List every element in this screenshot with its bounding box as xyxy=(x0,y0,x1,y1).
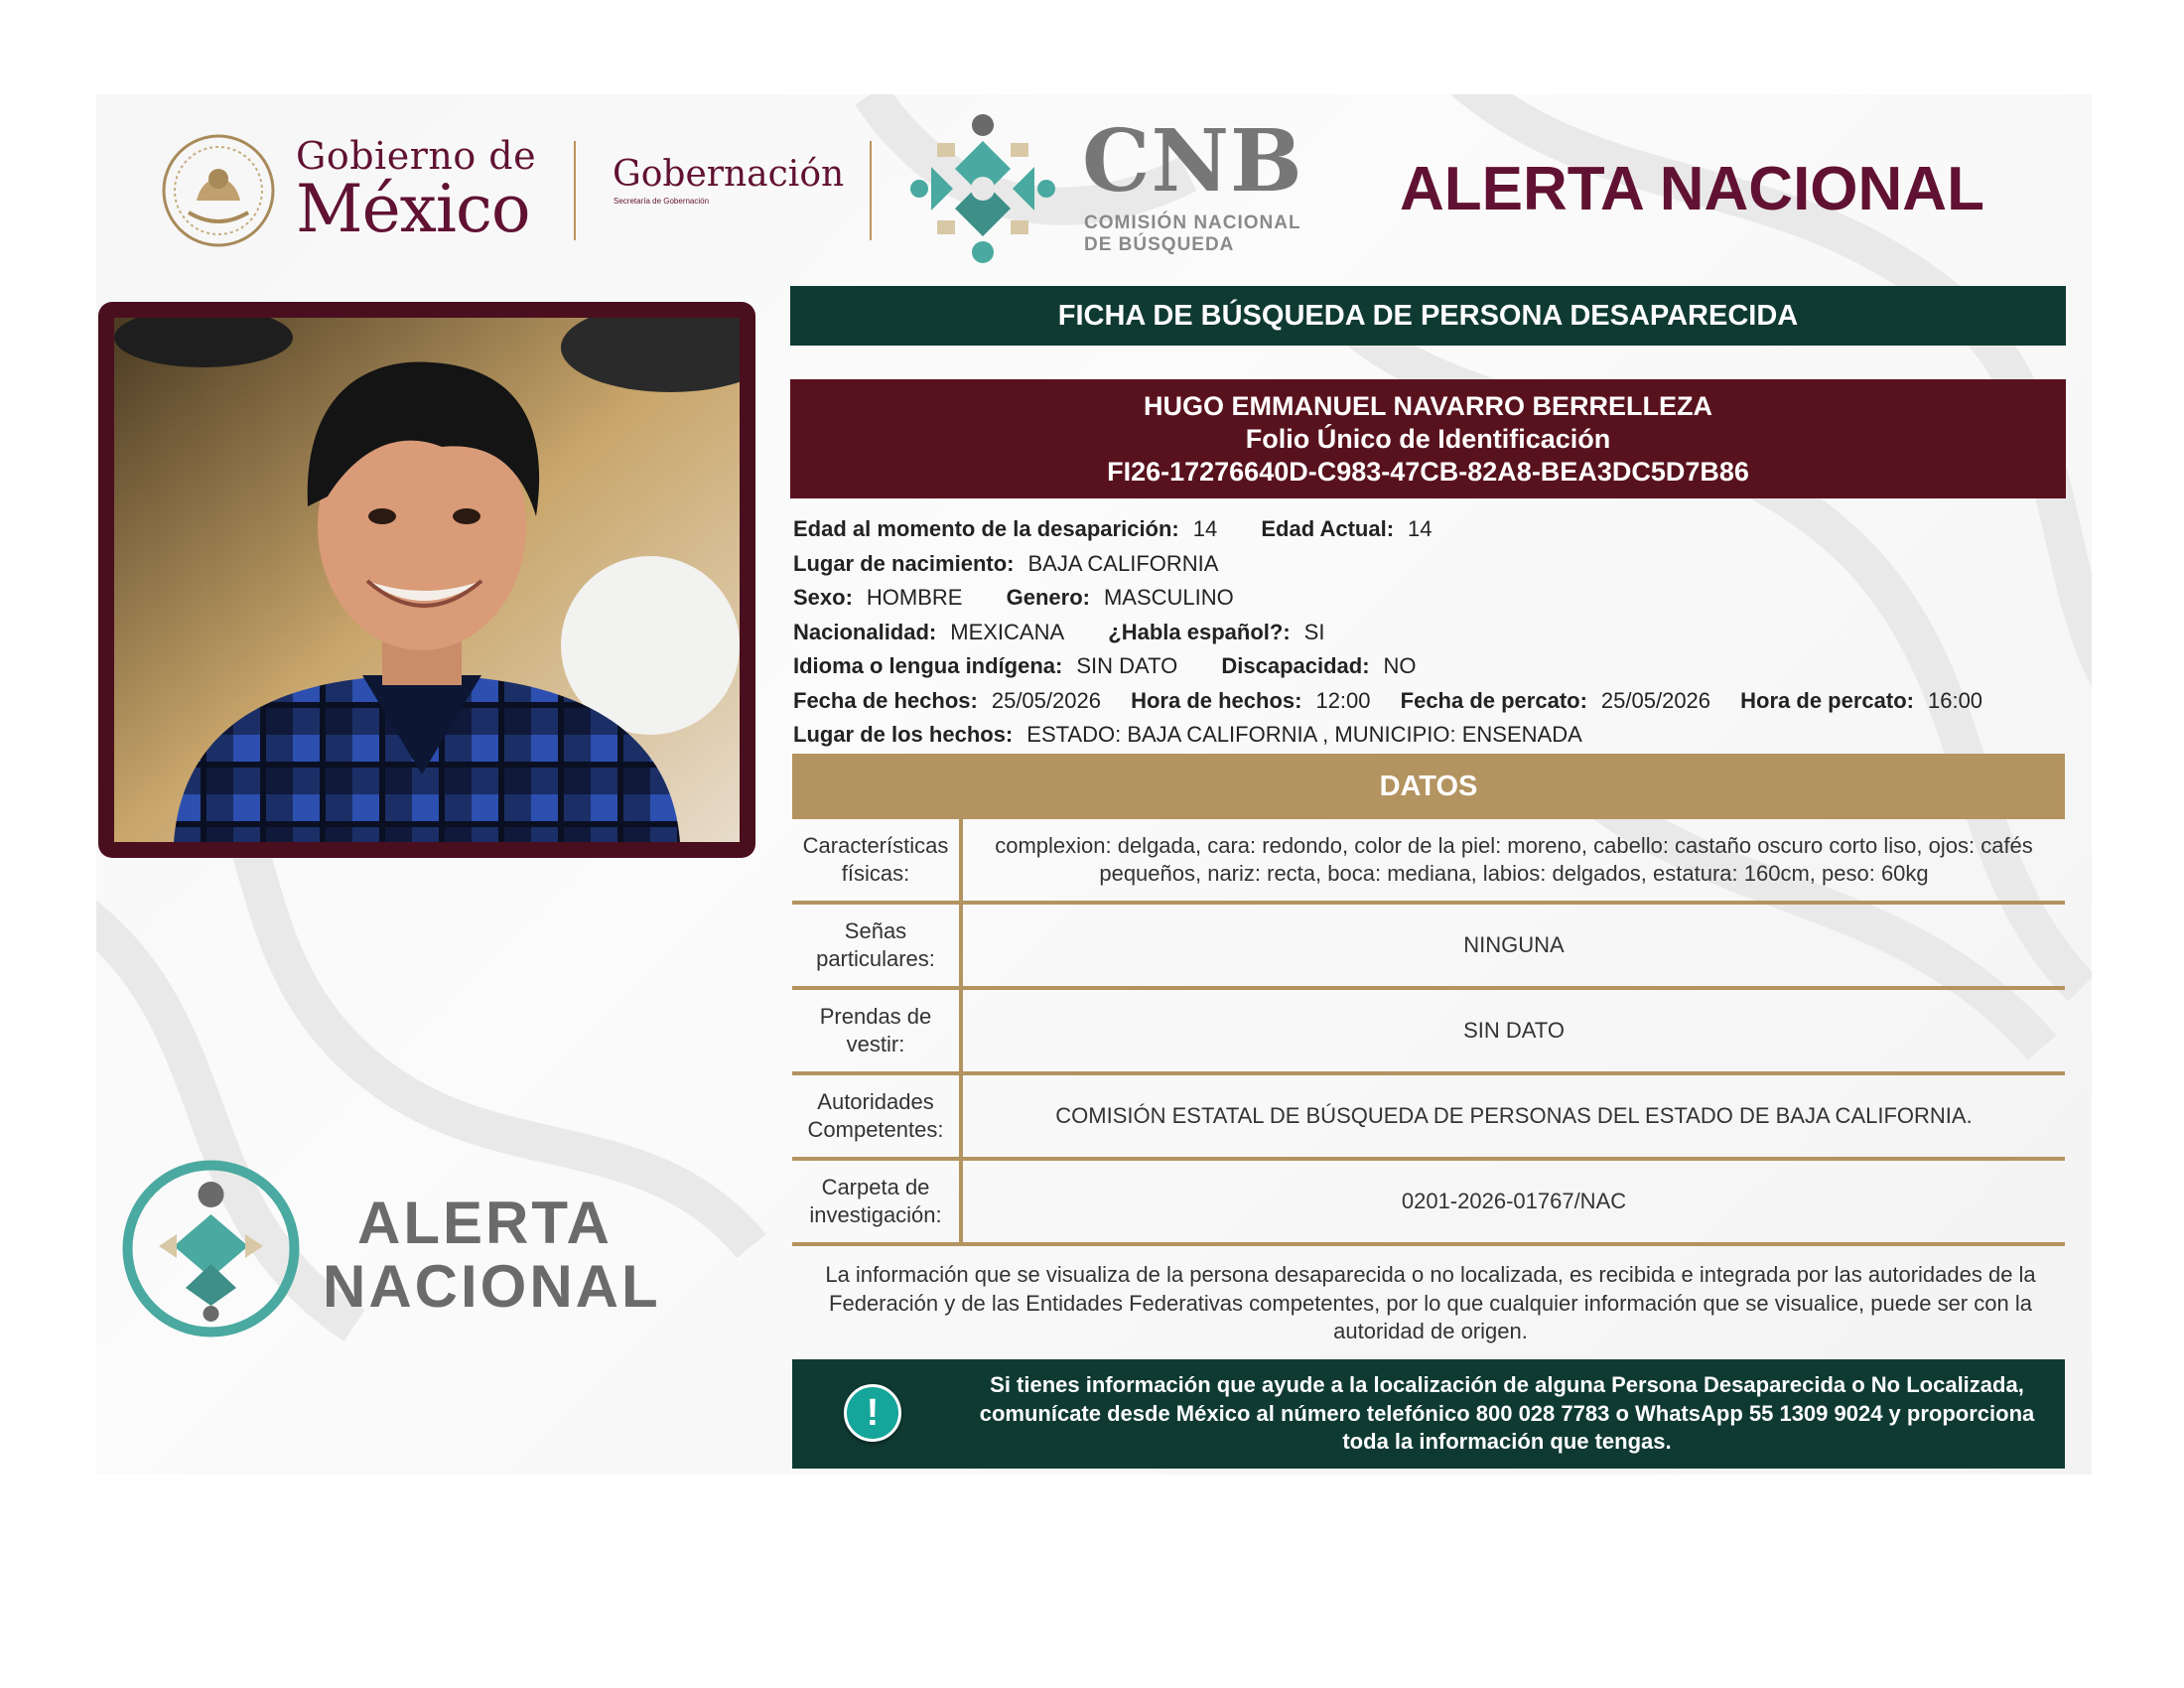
field-value: 12:00 xyxy=(1315,687,1371,713)
row-value: 0201-2026-01767/NAC xyxy=(1401,1189,1627,1213)
info-row xyxy=(793,512,2074,547)
field-value: ESTADO: BAJA CALIFORNIA , MUNICIPIO: ENSENADA xyxy=(1026,722,1582,747)
disclaimer-text: La información que se visualiza de la persona desaparecida o no localizada, es recibida e integrada por las autoridades de la Federación y de las Entidades Federativas competentes, por lo que cualquier información que se visualice, puede ser con la autoridad de origen. xyxy=(825,1262,2036,1343)
field-value: BAJA CALIFORNIA xyxy=(1027,550,1219,576)
field-value: 14 xyxy=(1408,516,1433,541)
field-value: NO xyxy=(1383,653,1417,678)
mexico-line: México xyxy=(296,171,530,247)
divider xyxy=(870,141,872,240)
field-label: Discapacidad: xyxy=(1221,653,1370,678)
sheet-title: FICHA DE BÚSQUEDA DE PERSONA DESAPARECIDA xyxy=(790,286,2066,346)
row-label: Prendas de vestir: xyxy=(792,990,963,1071)
gobierno-line: Gobierno de xyxy=(296,134,537,178)
row-value: complexion: delgada, cara: redondo, color de la piel: moreno, cabello: castaño oscuro corto liso, ojos: cafés pequeños, nariz: recta, boca: mediana, labios: delgados, estatura: 160cm, peso: 60kg xyxy=(995,833,2033,886)
field-label: Idioma o lengua indígena: xyxy=(793,653,1063,678)
gobernacion-wordmark: Gobernación xyxy=(613,154,845,195)
contact-message: Si tienes información que ayude a la localización de alguna Persona Desaparecida o No Localizada, comunícate desde México al número telefónico 800 028 7783 o WhatsApp 55 1309 9024 y proporciona toda la información que tengas. xyxy=(979,1372,2035,1454)
divider xyxy=(574,141,576,240)
info-row xyxy=(793,649,2074,684)
field-label: Lugar de nacimiento: xyxy=(793,550,1015,576)
field-label: Hora de percato: xyxy=(1740,687,1914,713)
missing-person-photo xyxy=(114,318,740,842)
info-row xyxy=(793,684,2074,719)
alert-title: ALERTA NACIONAL xyxy=(1400,155,1984,223)
table-row xyxy=(792,1161,2065,1246)
person-name: HUGO EMMANUEL NAVARRO BERRELLEZA xyxy=(1144,391,1712,421)
wordmark-line1: ALERTA xyxy=(357,1190,613,1256)
info-row xyxy=(793,718,2074,753)
cnb-subtitle-line2: DE BÚSQUEDA xyxy=(1084,234,1235,255)
alerta-nacional-wordmark xyxy=(323,1192,661,1319)
datos-header: DATOS xyxy=(792,754,2065,819)
cnb-logo-icon xyxy=(901,107,1064,270)
gobierno-de-mexico-wordmark xyxy=(296,134,537,247)
info-row xyxy=(793,547,2074,582)
alerta-nacional-logo-icon xyxy=(119,1157,303,1340)
field-label: Edad al momento de la desaparición: xyxy=(793,516,1179,541)
table-row xyxy=(792,905,2065,990)
field-label: Hora de hechos: xyxy=(1131,687,1302,713)
row-label: Características físicas: xyxy=(792,819,963,901)
field-label: Fecha de hechos: xyxy=(793,687,978,713)
field-value: MASCULINO xyxy=(1103,585,1234,610)
field-value: 16:00 xyxy=(1927,687,1983,713)
cnb-subtitle-line1: COMISIÓN NACIONAL xyxy=(1084,212,1301,233)
field-value: MEXICANA xyxy=(950,619,1065,644)
row-value: SIN DATO xyxy=(1463,1018,1565,1043)
table-row xyxy=(792,1075,2065,1161)
field-label: Edad Actual: xyxy=(1261,516,1395,541)
field-label: Fecha de percato: xyxy=(1400,687,1587,713)
field-value: 25/05/2026 xyxy=(1600,687,1711,713)
row-label: Carpeta de investigación: xyxy=(792,1161,963,1242)
exclamation-icon: ! xyxy=(844,1384,901,1442)
field-value: SI xyxy=(1303,619,1325,644)
table-row xyxy=(792,990,2065,1075)
row-value: NINGUNA xyxy=(1463,932,1565,957)
coat-of-arms-icon xyxy=(159,131,278,250)
info-row xyxy=(793,616,2074,650)
wordmark-line2: NACIONAL xyxy=(323,1253,661,1320)
cnb-subtitle xyxy=(1084,212,1301,256)
info-row xyxy=(793,581,2074,616)
field-label: Nacionalidad: xyxy=(793,619,937,644)
folio-label: Folio Único de Identificación xyxy=(1245,424,1611,454)
folio-number: FI26-17276640D-C983-47CB-82A8-BEA3DC5D7B86 xyxy=(1107,457,1749,487)
field-value: 25/05/2026 xyxy=(991,687,1101,713)
gobernacion-subtitle: Secretaría de Gobernación xyxy=(614,197,710,206)
field-label: ¿Habla español?: xyxy=(1108,619,1291,644)
datos-table xyxy=(792,819,2065,1246)
table-row xyxy=(792,819,2065,905)
row-value: COMISIÓN ESTATAL DE BÚSQUEDA DE PERSONAS DEL ESTADO DE BAJA CALIFORNIA. xyxy=(1055,1103,1973,1128)
person-info xyxy=(793,512,2074,753)
field-label: Genero: xyxy=(1006,585,1090,610)
field-value: 14 xyxy=(1192,516,1218,541)
header-logos xyxy=(159,111,1320,268)
field-label: Lugar de los hechos: xyxy=(793,722,1014,747)
contact-banner xyxy=(792,1359,2065,1469)
cnb-wordmark: CNB xyxy=(1082,111,1303,211)
row-label: Autoridades Competentes: xyxy=(792,1075,963,1157)
portrait-illustration xyxy=(114,318,740,842)
photo-frame xyxy=(98,302,755,858)
field-value: SIN DATO xyxy=(1076,653,1178,678)
row-label: Señas particulares: xyxy=(792,905,963,986)
field-label: Sexo: xyxy=(793,585,853,610)
field-value: HOMBRE xyxy=(866,585,963,610)
person-identity-block xyxy=(790,379,2066,498)
